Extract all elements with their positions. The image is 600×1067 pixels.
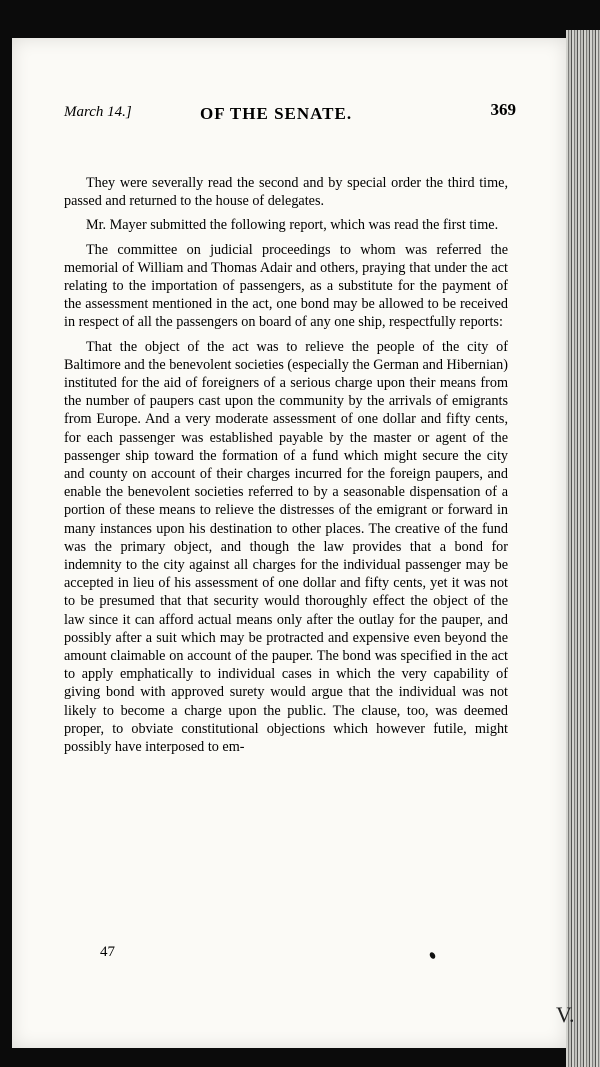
paragraph-committee: The committee on judicial proceedings to whom was referred the memorial of William and Thomas Adair and others, praying that under the act relating to the importation of passengers, as a substitute for the payment of the assessment mentioned in the act, one bond may be allowed to be received in respect of all the passengers on board of any one ship, respectfully reports: [64, 241, 508, 331]
header-title: OF THE SENATE. [200, 104, 353, 123]
header-date: March 14.] [64, 104, 132, 120]
paragraph-passed: They were severally read the second and by special order the third time, passed and returned to the house of delegates. [64, 175, 508, 210]
book-gutter [566, 30, 600, 1067]
body-text [64, 174, 508, 766]
paragraph-object-of-act: That the object of the act was to relieve the people of the city of Baltimore and the benevolent societies (especially the German and Hibernian) instituted for the aid of foreigners of a serious charge upon their means from the number of paupers cast upon the community by the arrivals of emigrants from Europe. And a very moderate assessment of one dollar and fifty cents, for each passenger was established payable by the master or agent of the passenger ship toward the formation of a fund which might secure the city and county on account of their charges incurred for the foreign paupers, and enable the benevolent societies referred to by a seasonable dispensation of a portion of these means to relieve the distresses of the emigrant or forward in many instances upon his destination to other places. The creative of the fund was the primary object, and though the law provides that a bond for indemnity to the city against all charges for the individual passenger may be accepted in lieu of his assessment of one dollar and fifty cents, yet it was not to be presumed that that security would thoroughly effect the object of the law since it can afford actual means only after the outlay for the pauper, and possibly after a suit which may be protracted and expensive even beyond the amount claimable on account of the pauper. The bond was specified in the act to apply emphatically to individual cases in which the very capability of giving bond with approved surety would argue that the individual was not likely to become a charge upon the public. The clause, too, was deemed proper, to obviate constitutional objections which however futile, might possibly have interposed to em- [64, 338, 508, 756]
margin-mark: V. [556, 1002, 575, 1027]
signature-mark: 47 [100, 944, 115, 960]
page-number: 369 [490, 100, 516, 119]
page-header [64, 100, 516, 144]
paragraph-report-intro: Mr. Mayer submitted the following report, which was read the first time. [86, 217, 499, 234]
